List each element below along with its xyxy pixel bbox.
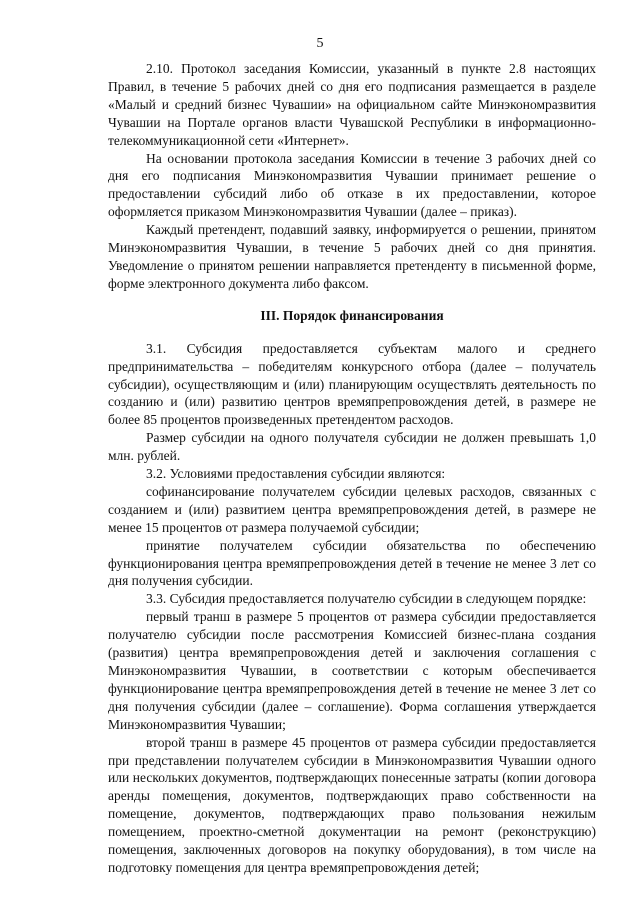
section-heading: III. Порядок финансирования bbox=[260, 307, 444, 323]
document-body bbox=[108, 60, 596, 877]
paragraph-3-2: 3.2. Условиями предоставления субсидии являются: bbox=[146, 466, 446, 482]
paragraph-2-10: 2.10. Протокол заседания Комиссии, указанный в пункте 2.8 настоящих Правил, в течение 5 рабочих дней со дня его подписания размещается в разделе «Малый и средний бизнес Чувашии» на официальном сайте Минэкономразвития Чувашии на Портале органов власти Чувашской Республики в информационно-телекоммуникационной сети «Интернет». bbox=[108, 61, 596, 148]
paragraph-commission-decision: На основании протокола заседания Комиссии в течение 3 рабочих дней со дня его подписания Минэкономразвития Чувашии принимает решение о предоставлении субсидий либо об отказе в их предоставлении, которое оформляется приказом Минэкономразвития Чувашии (далее – приказ). bbox=[108, 150, 596, 220]
paragraph-3-1: 3.1. Субсидия предоставляется субъектам малого и среднего предпринимательства – победителям конкурсного отбора (далее – получатель субсидии), осуществляющим и (или) планирующим осуществлять деятельность по созданию и (или) развитию центров времяпрепровождения детей, в размере не более 85 процентов произведенных претендентом расходов. bbox=[108, 340, 596, 428]
paragraph-obligation: принятие получателем субсидии обязательства по обеспечению функционирования центра времяпрепровождения детей в течение не менее 3 лет со дня получения субсидии. bbox=[108, 537, 596, 589]
paragraph-cofinancing: софинансирование получателем субсидии целевых расходов, связанных с созданием и (или) развитием центра времяпрепровождения детей, в размере не менее 15 процентов от размера получаемой субсидии; bbox=[108, 483, 596, 535]
paragraph-3-3: 3.3. Субсидия предоставляется получателю субсидии в следующем порядке: bbox=[146, 591, 587, 607]
page-number: 5 bbox=[316, 36, 324, 51]
paragraph-applicant-notification: Каждый претендент, подавший заявку, информируется о решении, принятом Минэкономразвития Чувашии, в течение 5 рабочих дней со дня принятия. Уведомление о принятом решении направляется претенденту в письменной форме, форме электронного документа либо факсом. bbox=[108, 222, 596, 291]
paragraph-second-tranche: второй транш в размере 45 процентов от размера субсидии предоставляется при представлении получателем субсидии в Минэкономразвития Чувашии одного или нескольких документов, подтверждающих понесенные затраты (копии договора аренды помещения, документов, подтверждающих право собственности на помещение, документов, подтверждающих право пользования нежилым помещением, проектно-сметной документации на ремонт (реконструкцию) помещения, заключенных договоров на покупку оборудования), в том числе на подготовку помещения для центра времяпрепровождения детей; bbox=[108, 734, 596, 875]
paragraph-subsidy-limit: Размер субсидии на одного получателя субсидии не должен превышать 1,0 млн. рублей. bbox=[108, 430, 596, 464]
paragraph-first-tranche: первый транш в размере 5 процентов от размера субсидии предоставляется получателю субсидии после рассмотрения Комиссией бизнес-плана создания (развития) центра времяпрепровождения детей и заключения соглашения с Минэкономразвития Чувашии, в соответствии с которым обеспечивается функционирование центра времяпрепровождения детей в течение не менее 3 лет со дня получения субсидии (далее – соглашение). Форма соглашения утверждается Минэкономразвития Чувашии; bbox=[108, 609, 596, 732]
